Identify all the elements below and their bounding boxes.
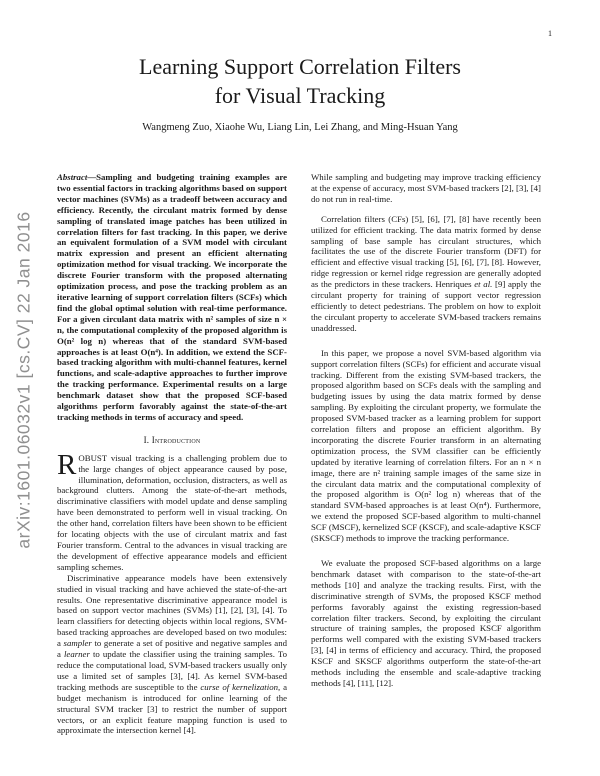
intro-p1-text: visual tracking is a challenging problem due to the large changes of object appearance caused by pose, illumination, deformation, occlusion, distracters, as well as background clutters. Among the state-of-the-art methods, discriminative classifiers with model update and dense sampling have been demonstrated to perform well in visual tracking. On the other hand, correlation filters have been shown to be efficient for locating objects with the use of circulant matrix and fast Fourier transform. Central to the advances in visual tracking are the development of effective appearance models and efficient sampling schemes. xyxy=(57,452,287,572)
right-paragraph-1: While sampling and budgeting may improve tracking efficiency at the expense of accuracy, most SVM-based trackers [2], [3], [4] do not run in real-time. xyxy=(311,172,541,204)
term-curse-of-kernelization: curse of kernelization xyxy=(200,681,278,692)
right-p2-text-a: Correlation filters (CFs) [5], [6], [7], [8] have recently been utilized for efficient tracking. The data matrix formed by dense sampling of base sample has circulant structures, which facilitates the use of the discrete Fourier transform (DFT) for efficient and effective visual tracking [5], [6], [7], [8]. However, ridge regression or kernel ridge regression are generally adopted as the predictors in these trackers. Henriques xyxy=(311,213,541,290)
abstract-label: Abstract xyxy=(57,172,88,182)
intro-p2-text-d: , a budget mechanism is introduced for online learning of the structural SVM tracker [3] to restrict the number of support vectors, or an explicit feature mapping function is used to approximate the intersection kernel [4]. xyxy=(57,681,287,736)
right-paragraph-2 xyxy=(311,214,541,334)
arxiv-id: arXiv:1601.06032v1 [cs.CV] 22 Jan 2016 xyxy=(13,211,34,549)
drop-cap: R xyxy=(57,448,77,481)
abstract-text: —Sampling and budgeting training examples are two essential factors in tracking algorithms based on support vector machines (SVMs) as a tradeoff between accuracy and efficiency. Recently, the circulant matrix formed by dense sampling of translated image patches has been utilized in correlation filters for fast tracking. In this paper, we derive an equivalent formulation of a SVM model with circulant matrix expression and present an efficient alternating optimization method for visual tracking. We incorporate the discrete Fourier transform with the proposed alternating optimization process, and pose the tracking problem as an iterative learning of support correlation filters (SCFs) which find the global optimal solution with real-time performance. For a given circulant data matrix with n² samples of size n × n, the computational complexity of the proposed algorithm is O(n² log n) whereas that of the standard SVM-based approaches is at least O(n⁴). In addition, we extend the SCF-based tracking algorithm with multi-channel features, kernel functions, and scale-adaptive approaches to further improve the tracking performance. Experimental results on a large benchmark dataset show that the proposed SCF-based algorithms perform favorably against the state-of-the-art tracking methods in terms of accuracy and speed. xyxy=(57,172,287,422)
intro-p2-text-a: Discriminative appearance models have been extensively studied in visual tracking and have achieved the state-of-the-art results. One representative discriminative appearance model is based on support vector machines (SVMs) [1], [2], [3], [4]. To learn classifiers for detecting objects within local regions, SVM-based tracking approaches are developed based on two modules: a xyxy=(57,572,287,649)
right-column xyxy=(311,172,541,689)
right-p2-text-b: [9] apply the circulant property for training of support vector regression efficiently to detect pedestrians. The problem on how to exploit the circulant property to accelerate SVM-based trackers remains unaddressed. xyxy=(311,279,541,333)
abstract xyxy=(57,172,287,423)
arxiv-watermark xyxy=(4,180,44,580)
term-learner: learner xyxy=(63,649,90,660)
left-column xyxy=(57,172,287,736)
title-line-1: Learning Support Correlation Filters xyxy=(139,54,461,79)
paper-title xyxy=(60,52,540,110)
section-heading-introduction xyxy=(57,435,287,446)
author-list: Wangmeng Zuo, Xiaohe Wu, Liang Lin, Lei Zhang, and Ming-Hsuan Yang xyxy=(142,122,458,133)
term-et-al: et al. xyxy=(474,279,493,290)
section-numeral: I. xyxy=(143,434,150,445)
right-paragraph-3: In this paper, we propose a novel SVM-based algorithm via support correlation filters (SCFs) for efficient and accurate visual tracking. Different from the existing SVM-based trackers, the proposed algorithm based on SCFs deals with the sampling and budgeting issues by using the data matrix formed by dense sampling. By exploiting the circulant property, we formulate the proposed SVM-based tracker as a learning problem for support correlation filters and propose an efficient algorithm. By incorporating the discrete Fourier transform in an alternating optimization process, the SVM classifier can be efficiently updated by iterative learning of correlation filters. For an n × n image, there are n² training sample images of the same size in the circulant data matrix and the computational complexity of the proposed algorithm is O(n² log n) whereas that of the standard SVM-based approaches is at least O(n⁴). Furthermore, we extend the proposed SCF-based algorithm to multi-channel SCF (MSCF), kernelized SCF (KSCF), and scale-adaptive KSCF (SKSCF) methods to improve the tracking performance. xyxy=(311,347,541,544)
intro-paragraph-2 xyxy=(57,573,287,737)
intro-p2-text-b: to generate a set of positive and negative samples and a xyxy=(57,638,287,660)
intro-p2-text-c: to update the classifier using the training samples. To reduce the computational load, SVM-based trackers usually only use a limited set of samples [3], [4]. As kernel SVM-based tracking methods are susceptible to the xyxy=(57,649,288,692)
intro-first-word: OBUST xyxy=(78,452,108,463)
title-line-2: for Visual Tracking xyxy=(214,83,386,108)
right-paragraph-4: We evaluate the proposed SCF-based algorithms on a large benchmark dataset with comparison to the state-of-the-art methods [10] and analyze the tracking results. First, with the discriminative strength of SVMs, the proposed KSCF method performs favorably against the existing regression-based correlation filter trackers. Second, by exploiting the circulant structure of training samples, the proposed KSCF algorithm performs well compared with the existing SVM-based trackers [3], [4] in terms of efficiency and accuracy. Third, the proposed KSCF and SKSCF algorithms outperform the state-of-the-art methods including the ensemble and scale-adaptive tracking methods [4], [11], [12]. xyxy=(311,558,541,688)
term-sampler: sampler xyxy=(63,638,92,649)
intro-paragraph-1 xyxy=(57,448,287,573)
section-title: Introduction xyxy=(151,434,201,445)
page-number: 1 xyxy=(548,29,552,38)
